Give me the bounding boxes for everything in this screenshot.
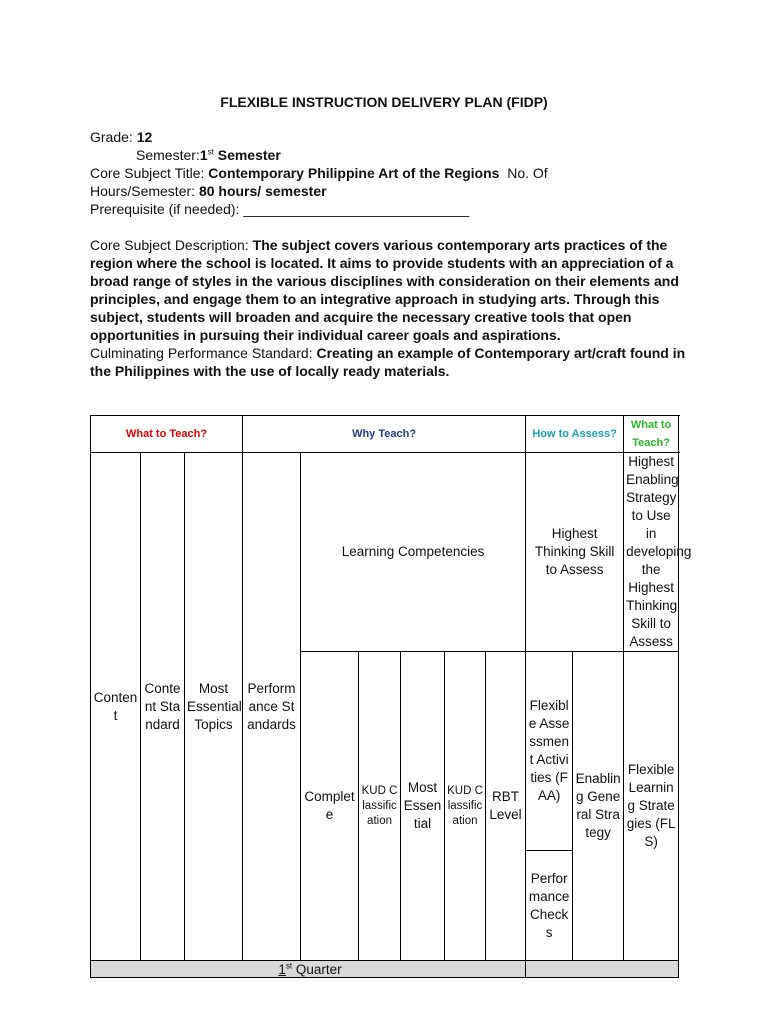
col-content-standard: Content Standard — [141, 453, 185, 961]
quarter-number: 1 — [278, 961, 286, 977]
culminating-paragraph — [90, 344, 690, 380]
grade-label: Grade: — [90, 129, 133, 145]
col-flexible-assessment-activities: Flexible Assessment Activities (FAA) — [526, 652, 573, 851]
culminating-value: Creating an example of Contemporary art/craft found in the Philippines with the use of locally ready materials. — [90, 345, 686, 379]
quarter-sup: st — [285, 961, 293, 970]
col-content: Content — [91, 453, 141, 961]
semester-label: Semester: — [136, 147, 200, 163]
description-value: The subject covers various contemporary arts practices of the region where the school is located. It aims to provide students with an appreciation of a broad range of styles in the various disciplines with consideration on their elements and principles, and engage them to an integrative approach in studying arts. Through this subject, students will broaden and acquire the necessary creative tools that open opportunities in pursuing their individual career goals and aspirations. — [90, 237, 679, 343]
prereq-line — [90, 200, 690, 218]
hours-label-b: Hours/Semester: — [90, 183, 196, 199]
prereq-label: Prerequisite (if needed): — [90, 201, 240, 217]
semester-line — [90, 146, 690, 164]
col-rbt-level: RBT Level — [486, 652, 526, 961]
hours-line — [90, 182, 690, 200]
document-title: FLEXIBLE INSTRUCTION DELIVERY PLAN (FIDP) — [220, 94, 548, 110]
header-what-to-teach-2: What to Teach? — [624, 416, 679, 453]
col-performance-checks: Performance Checks — [526, 851, 573, 961]
col-flexible-learning-strategies: Flexible Learning Strategies (FLS) — [624, 652, 679, 961]
core-title-line — [90, 164, 690, 182]
col-learning-competencies: Learning Competencies — [301, 453, 526, 652]
semester-number: 1 — [199, 147, 208, 163]
semester-value: Semester — [217, 147, 281, 163]
col-highest-thinking-skill: Highest Thinking Skill to Assess — [526, 453, 624, 652]
quarter-label: Quarter — [295, 961, 342, 977]
col-most-essential: Most Essential — [401, 652, 445, 961]
col-performance-standards: Performance Standards — [243, 453, 301, 961]
grade-line — [90, 128, 690, 146]
core-title-value: Contemporary Philippine Art of the Regions — [208, 165, 500, 181]
header-why-teach: Why Teach? — [243, 416, 526, 453]
hours-value: 80 hours/ semester — [198, 183, 327, 199]
document-header — [90, 128, 690, 380]
col-most-essential-topics: Most Essential Topics — [185, 453, 243, 961]
grade-value: 12 — [136, 129, 153, 145]
culminating-label: Culminating Performance Standard: — [90, 345, 313, 361]
quarter-row-label — [91, 961, 526, 978]
col-kud-classification-2: KUD Classification — [445, 652, 486, 961]
core-title-label: Core Subject Title: — [90, 165, 205, 181]
header-what-to-teach: What to Teach? — [91, 416, 243, 453]
col-kud-classification-1: KUD Classification — [359, 652, 401, 961]
header-how-to-assess: How to Assess? — [526, 416, 624, 453]
col-highest-enabling-strategy: Highest Enabling Strategy to Use in developing the Highest Thinking Skill to Assess — [624, 453, 679, 652]
quarter-row-empty — [526, 961, 679, 978]
description-label: Core Subject Description: — [90, 237, 249, 253]
semester-sup: st — [207, 147, 214, 157]
description-paragraph — [90, 236, 690, 344]
col-enabling-general-strategy: Enabling General Strategy — [573, 652, 624, 961]
fidp-table — [90, 415, 692, 978]
hours-label-a: No. Of — [507, 165, 548, 181]
prereq-value: _____________________________ — [243, 201, 470, 217]
col-complete: Complete — [301, 652, 359, 961]
